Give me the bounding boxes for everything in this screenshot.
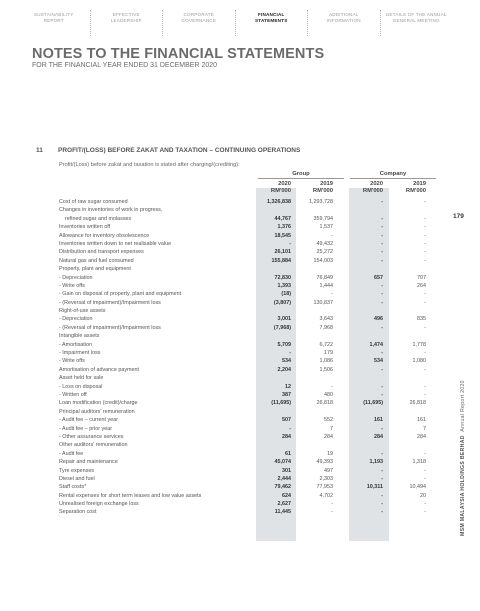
table-row [59,475,439,483]
row-value: - [424,232,426,239]
row-value: - [331,509,333,516]
row-label: - Write offs [59,282,85,289]
row-value: - [381,425,383,432]
row-value: 359,794 [313,215,333,222]
row-value: 1,086 [319,358,333,365]
row-value: - [381,391,383,398]
nav-item[interactable] [381,10,453,36]
row-value: - [424,324,426,331]
row-value: 507 [282,417,291,424]
table-row [59,441,439,449]
row-label: - Audit fee – current year [59,417,119,424]
row-value: - [289,425,291,432]
row-value: 154,003 [313,257,333,264]
table-row [59,206,439,214]
row-value: - [381,450,383,457]
row-label: refined sugar and molasses [65,215,132,222]
table-row [59,467,439,475]
row-value: - [381,492,383,499]
nav-item-line: REPORT [43,18,64,23]
group-header-rule [258,178,344,179]
table-row [59,450,439,458]
row-value: 3,643 [319,316,333,323]
year-header: 2019 [320,181,333,187]
row-value: 552 [324,417,333,424]
table-row [59,223,439,231]
row-value: 7 [330,425,333,432]
nav-item-line: ADDITIONAL [328,12,359,17]
row-label: Cost of raw sugar consumed [59,199,128,205]
row-value: 3,001 [277,316,291,323]
table-row [59,383,439,391]
row-value: 534 [282,358,291,365]
row-value: 49,393 [316,459,333,466]
row-label: Inventories written off [59,224,111,231]
nav-item[interactable] [308,10,381,36]
row-value: - [289,350,291,357]
nav-item[interactable] [163,10,236,36]
row-value: - [424,450,426,457]
row-label: - Written off [59,391,87,398]
row-value: - [381,224,383,231]
row-value: - [424,383,426,390]
row-value: - [381,475,383,482]
table-row [59,374,439,382]
row-value: - [381,199,383,205]
unit-header: RM'000 [405,188,426,194]
row-value: 1,193 [369,459,383,466]
section-title: PROFIT/(LOSS) BEFORE ZAKAT AND TAXATION – CONTINUING OPERATIONS [58,147,301,154]
table-row [59,232,439,240]
row-label: - Gain on disposal of property, plant and equipment [59,291,182,298]
table-row [59,500,439,508]
table-row [59,416,439,424]
row-value: - [381,509,383,516]
row-value: - [381,215,383,222]
row-label: Loan modification (credit)/charge [59,400,138,407]
row-value: 1,444 [319,282,333,289]
row-label: Separation cost [59,509,97,516]
row-value: 1,506 [319,366,333,373]
nav-item-line: EFFECTIVE [112,12,140,17]
row-label: Inventories written down to net realisable value [59,240,172,247]
row-value: 12 [285,383,291,390]
table-row [59,508,439,516]
row-value: - [381,501,383,508]
row-label: - (Reversal of impairment)/Impairment loss [59,299,161,306]
row-value: 26,818 [316,400,333,407]
row-value: 7,968 [319,324,333,331]
table-row [59,399,439,407]
row-value: - [424,391,426,398]
row-value: 624 [282,492,291,499]
row-label: Right-of-use assets [59,308,106,315]
nav-item[interactable] [236,10,309,36]
company-header-rule [350,178,436,179]
row-value: 2,444 [277,475,291,482]
row-value: 534 [374,358,383,365]
row-value: - [381,291,383,298]
table-row [59,257,439,265]
table-row [59,483,439,491]
nav-item-line: DETAILS OF THE ANNUAL [385,12,447,17]
row-value: 1,293,728 [309,199,333,205]
row-value: 480 [324,391,333,398]
row-value: 49,432 [316,240,333,247]
row-value: (3,807) [273,299,291,306]
row-value: - [381,232,383,239]
row-value: 1,474 [369,341,383,348]
row-label: Asset held for sale [59,375,104,382]
unit-header: RM'000 [362,188,383,194]
row-value: 161 [374,417,383,424]
nav-item-line: INFORMATION [326,18,361,23]
row-value: - [424,215,426,222]
page-number: 179 [453,213,464,220]
side-caption-text [460,380,466,536]
row-value: 26,101 [274,249,291,256]
row-value: - [331,501,333,508]
row-value: 11,445 [274,509,291,516]
row-label: - Depreciation [59,316,93,323]
page-subtitle: FOR THE FINANCIAL YEAR ENDED 31 DECEMBER 2020 [32,62,218,69]
year-header: 2020 [370,181,383,187]
table-row [59,282,439,290]
row-value: - [424,249,426,256]
row-label: Principal auditors' remuneration [59,408,135,415]
table-row [59,341,439,349]
row-value: 79,462 [274,484,291,491]
row-label: Diesel and fuel [59,475,95,482]
year-header: 2019 [413,181,426,187]
section-heading [36,147,300,154]
row-value: 4,702 [319,492,333,499]
row-value: 44,767 [274,215,291,222]
expense-table [59,198,439,517]
year-header: 2020 [278,181,291,187]
nav-item[interactable] [18,10,91,36]
row-value: 20 [420,492,426,499]
table-row [59,299,439,307]
row-label: - (Reversal of impairment)/Impairment loss [59,324,161,331]
row-value: - [381,257,383,264]
side-company: MSM MALAYSIA HOLDINGS BERHAD [460,435,466,536]
row-value: 301 [282,467,291,474]
row-value: 179 [324,350,333,357]
row-value: 72,830 [274,274,291,281]
nav-item-line: GENERAL MEETING [392,18,440,23]
row-value: 387 [282,391,291,398]
row-value: - [331,232,333,239]
row-value: - [424,257,426,264]
side-report: Annual Report 2020 [460,380,466,432]
row-label: Staff costs* [59,484,87,491]
row-value: - [424,475,426,482]
table-row [59,408,439,416]
nav-item-line: STATEMENTS [255,18,288,23]
row-value: 10,494 [409,484,426,491]
row-label: Rental expenses for short term leases and low value assets [59,492,202,499]
row-value: 77,953 [316,484,333,491]
row-value: - [381,282,383,289]
page-title: NOTES TO THE FINANCIAL STATEMENTS [32,46,325,62]
row-value: 496 [374,316,383,323]
row-label: Tyre expenses [59,467,95,474]
row-value: 2,303 [319,475,333,482]
row-value: 497 [324,467,333,474]
row-value: - [331,291,333,298]
row-label: Property, plant and equipment [59,266,131,273]
table-row [59,366,439,374]
row-label: Intangible assets [59,333,100,340]
row-label: Allowance for inventory obsolescence [59,232,150,239]
row-label: - Audit fee [59,450,84,457]
row-value: (11,695) [363,400,383,407]
row-value: - [424,224,426,231]
table-row [59,458,439,466]
row-value: - [381,324,383,331]
row-value: 657 [374,274,383,281]
row-value: - [424,509,426,516]
row-label: Amortisation of advance payment [59,366,140,373]
side-caption [460,236,468,536]
row-value: 835 [417,316,426,323]
row-value: - [424,350,426,357]
row-label: - Audit fee – prior year [59,425,113,432]
row-value: 26,818 [409,400,426,407]
row-label: - Loss on disposal [59,383,103,390]
row-label: - Impairment loss [59,350,101,357]
row-value: 7 [423,425,426,432]
table-row [59,357,439,365]
intro-text: Profit/(Loss) before zakat and taxation is stated after charging/(crediting): [59,162,240,168]
table-row [59,349,439,357]
table-row [59,315,439,323]
row-value: 61 [285,450,291,457]
row-value: 2,204 [277,366,291,373]
row-value: 1,537 [319,224,333,231]
table-row [59,240,439,248]
row-value: 155,884 [271,257,291,264]
table-row [59,332,439,340]
row-value: 707 [417,274,426,281]
group-header: Group [292,171,310,177]
row-label: - Amortisation [59,341,92,348]
row-value: 10,311 [366,484,383,491]
table-row [59,492,439,500]
table-row [59,215,439,223]
row-value: - [381,467,383,474]
table-row [59,248,439,256]
table-row [59,391,439,399]
row-value: 1,080 [412,358,426,365]
row-label: Natural gas and fuel consumed [59,257,134,264]
row-value: (11,695) [271,400,291,407]
row-value: 5,709 [277,341,291,348]
row-value: 161 [417,417,426,424]
nav-item-line: FINANCIAL [257,12,285,17]
table-row [59,265,439,273]
row-value: - [289,240,291,247]
row-value: - [424,366,426,373]
row-value: 284 [374,433,383,440]
row-value: 264 [417,282,426,289]
nav-item-line: SUSTAINABILITY [34,12,74,17]
table-row [59,274,439,282]
row-value: 18,545 [274,232,291,239]
row-label: Changes in inventories of work in progress, [59,207,163,214]
row-label: Unrealised foreign exchange loss [59,501,139,508]
company-header: Company [379,171,407,177]
row-value: (7,968) [273,324,291,331]
row-value: 284 [417,433,426,440]
row-value: 6,722 [319,341,333,348]
row-label: Other auditors' remuneration [59,442,128,449]
row-label: - Write offs [59,358,85,365]
row-value: 284 [282,433,291,440]
row-value: - [381,249,383,256]
nav-item-line: LEADERSHIP [110,18,142,23]
row-value: - [381,366,383,373]
unit-header: RM'000 [270,188,291,194]
row-value: 45,074 [274,459,291,466]
row-value: - [424,467,426,474]
row-value: - [331,383,333,390]
row-value: 1,778 [412,341,426,348]
table-row [59,425,439,433]
row-value: 19 [327,450,333,457]
row-value: - [381,240,383,247]
unit-header: RM'000 [312,188,333,194]
row-value: - [424,291,426,298]
table-row [59,290,439,298]
row-label: Distribution and transport expenses [59,249,144,256]
row-value: (18) [281,291,291,298]
table-row [59,198,439,206]
row-label: Repair and maintenance [59,459,118,466]
table-row [59,324,439,332]
table-row [59,433,439,441]
section-number: 11 [36,147,43,154]
nav-item-line: CORPORATE [183,12,215,17]
row-value: - [381,383,383,390]
row-value: - [424,501,426,508]
row-value: 130,837 [313,299,333,306]
row-value: - [424,299,426,306]
row-value: 1,326,838 [267,199,291,205]
row-label: - Other assurance services [59,433,124,440]
row-value: 25,272 [316,249,333,256]
table-row [59,307,439,315]
row-value: - [424,199,426,205]
row-value: - [381,350,383,357]
row-value: 284 [324,433,333,440]
row-value: 1,393 [277,282,291,289]
row-value: 1,376 [277,224,291,231]
nav-item-line: GOVERNANCE [181,18,217,23]
row-value: 1,318 [412,459,426,466]
nav-item[interactable] [91,10,164,36]
row-value: 2,627 [277,501,291,508]
row-value: - [381,299,383,306]
row-value: 76,849 [316,274,333,281]
row-value: - [424,240,426,247]
top-navigation [18,10,452,36]
row-label: - Depreciation [59,274,93,281]
